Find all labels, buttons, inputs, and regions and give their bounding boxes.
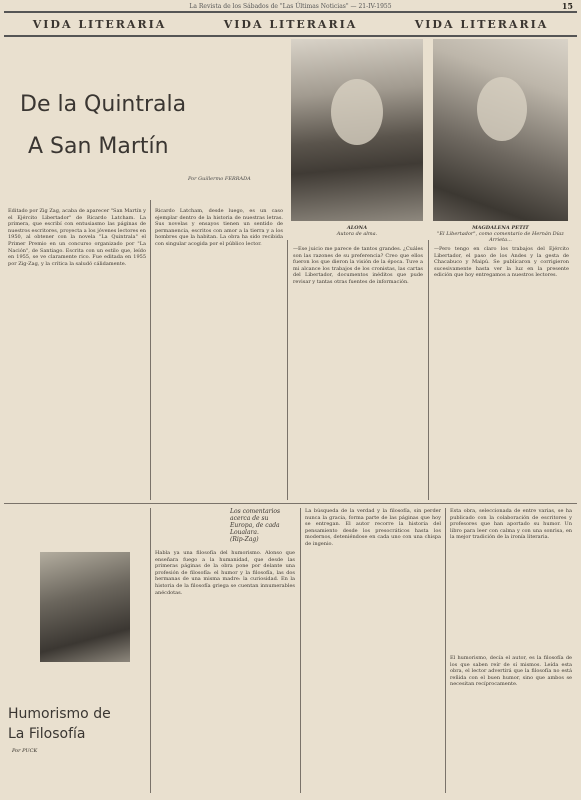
photo2-caption: MAGDALENA PETIT "El Libertador", como comentario de Hernán Díaz Arrieta... <box>437 225 564 243</box>
article1-title-line2: A San Martín <box>28 134 169 159</box>
photo-book-cover <box>40 552 130 662</box>
section-label-2: VIDA LITERARIA <box>223 17 358 31</box>
pull-quote: Los comentarios acerca de su Europa, de cada Loualara. (Rip-Zag) <box>230 508 281 543</box>
section-masthead <box>4 11 577 37</box>
article1-column-2: Ricardo Latcham, desde luego, es un caso ejemplar dentro de la historia de nuestras letras. Sus novelas y ensayos tienen un sentido de permanencia, escritos con amor a la tierra y a los hombres que la habitan. La obra ha sido recibida con singular acogida por el público lector. <box>155 208 283 247</box>
article1-column-3: —Ese juicio me parece de tantos grandes. ¿Cuáles son las razones de su preferencia? Creo que ellos fueron los que dieron la visión de la época. Tuve a mi alcance los trabajos de los cronistas, las cartas del Libertador, documentos inéditos que pude revisar y tantas otras fuentes de información. <box>293 246 423 285</box>
photo-magdalena-petit <box>433 39 568 221</box>
article1-title-line1: De la Quintrala <box>20 92 187 117</box>
header-topline: La Revista de los Sábados de "Las Últimas Noticias" — 21-IV-1955 <box>189 3 392 10</box>
article1-column-4: —Pero tengo en claro los trabajos del Ejército Libertador, el paso de los Andes y la gesta de Chacabuco y Maipú. Se publicaron y corrigieron sucesivamente hasta ver la luz en la presente edición que hoy entregamos a nuestros lectores. <box>434 246 569 279</box>
section-label-1: VIDA LITERARIA <box>32 17 167 31</box>
article1-byline: Por Guillermo FERRADA <box>188 176 251 182</box>
photo-alona <box>291 39 423 221</box>
page-number: 15 <box>561 1 573 11</box>
article2-column-4: El humorismo, decía el autor, es la filosofía de los que saben reír de sí mismos. Leída esta obra, el lector advertirá que la filosofía no está reñida con el buen humor, sino que ambos se necesitan recíprocamente. <box>450 655 572 688</box>
article2-title-line1: Humorismo de <box>8 706 111 722</box>
section-label-3: VIDA LITERARIA <box>414 17 549 31</box>
article2-byline: Por PUCK <box>12 748 38 754</box>
photo1-caption: ALONA Autora de alma. <box>336 225 378 237</box>
article2-column-1: Habla ya una filosofía del humorismo. Alonso que enseñara fuego a la humanidad, que desde las primeras páginas de la obra pone por delante una profesión de filosofía: el humor y la filosofía, las dos hermanas de una misma madre: la curiosidad. En la historia de la filosofía griega se cuentan innumerables anécdotas. <box>155 550 295 596</box>
article1-column-1: Editado por Zig Zag, acaba de aparecer "San Martín y el Ejército Libertador" de Ricardo Latcham. La primera, que escribí con entusiasmo las páginas de nuestros escritores, proyecta a los jóvenes lectores en 1950, al obtener con la novela "La Quintrala" el Primer Premio en un concurso organizado por "La Nación", de Santiago. Escrita con un estilo que, leído en 1955, se ve claramente rico. Fue editada en 1955 por Zig-Zag, y la crítica la saludó cálidamente. <box>8 208 146 267</box>
article2-title-line2: La Filosofía <box>8 726 86 742</box>
article2-column-2: La búsqueda de la verdad y la filosofía, sin perder nunca la gracia, forma parte de las páginas que hoy se entregan. El autor recorre la historia del pensamiento desde los presocráticos hasta los modernos, deteniéndose en cada uno con una chispa de ingenio. <box>305 508 441 547</box>
article2-column-3: Esta obra, seleccionada de entre varias, se ha publicado con la colaboración de escritores y profesores que han aportado su humor. Un libro para leer con calma y con una sonrisa, en la mejor tradición de la ironía literaria. <box>450 508 572 541</box>
